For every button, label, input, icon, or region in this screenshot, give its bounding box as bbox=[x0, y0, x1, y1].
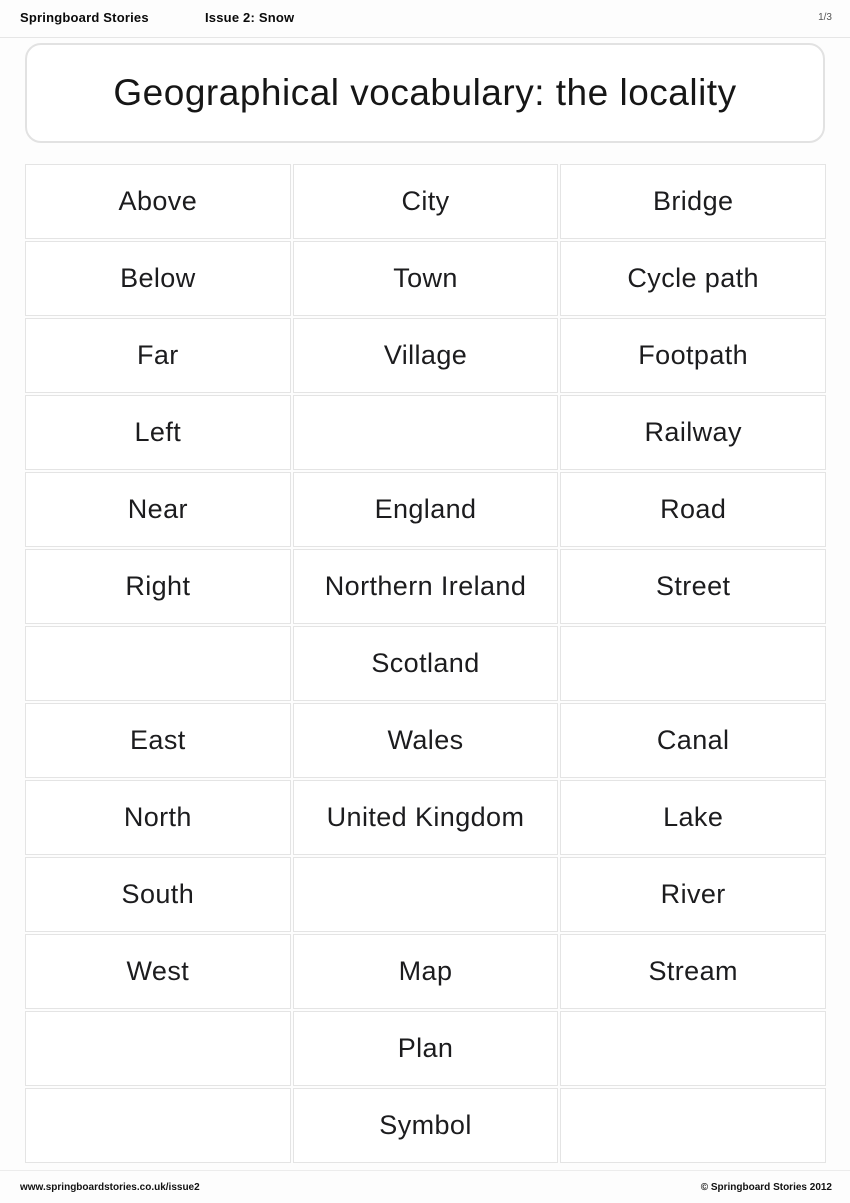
table-row bbox=[25, 395, 826, 470]
footer-copyright: © Springboard Stories 2012 bbox=[700, 1182, 832, 1193]
table-cell: Above bbox=[25, 164, 291, 239]
table-cell: Left bbox=[25, 395, 291, 470]
table-cell: Footpath bbox=[560, 318, 826, 393]
table-cell: Northern Ireland bbox=[293, 549, 559, 624]
table-row bbox=[25, 703, 826, 778]
table-row bbox=[25, 1088, 826, 1163]
table-cell: South bbox=[25, 857, 291, 932]
table-cell: Stream bbox=[560, 934, 826, 1009]
table-row bbox=[25, 1011, 826, 1086]
table-cell: Symbol bbox=[293, 1088, 559, 1163]
table-cell bbox=[25, 626, 291, 701]
footer-divider bbox=[0, 1170, 850, 1171]
table-cell: East bbox=[25, 703, 291, 778]
table-row bbox=[25, 549, 826, 624]
table-row bbox=[25, 472, 826, 547]
table-row bbox=[25, 626, 826, 701]
table-cell: England bbox=[293, 472, 559, 547]
table-cell: Cycle path bbox=[560, 241, 826, 316]
table-cell: Right bbox=[25, 549, 291, 624]
table-cell: Village bbox=[293, 318, 559, 393]
issue-label: Issue 2: Snow bbox=[205, 10, 295, 25]
table-cell: Plan bbox=[293, 1011, 559, 1086]
table-cell: Far bbox=[25, 318, 291, 393]
table-row bbox=[25, 780, 826, 855]
page-number: 1/3 bbox=[818, 12, 832, 23]
table-cell bbox=[25, 1088, 291, 1163]
table-cell: Canal bbox=[560, 703, 826, 778]
page-title: Geographical vocabulary: the locality bbox=[113, 72, 737, 113]
vocab-table bbox=[25, 164, 826, 1163]
table-cell: Town bbox=[293, 241, 559, 316]
table-cell: City bbox=[293, 164, 559, 239]
table-cell: Lake bbox=[560, 780, 826, 855]
table-cell bbox=[560, 1088, 826, 1163]
table-cell: River bbox=[560, 857, 826, 932]
table-cell: Bridge bbox=[560, 164, 826, 239]
table-cell: Street bbox=[560, 549, 826, 624]
table-cell: Map bbox=[293, 934, 559, 1009]
table-cell bbox=[560, 1011, 826, 1086]
table-cell: North bbox=[25, 780, 291, 855]
footer-url: www.springboardstories.co.uk/issue2 bbox=[20, 1182, 200, 1193]
table-cell bbox=[293, 857, 559, 932]
table-row bbox=[25, 241, 826, 316]
table-cell bbox=[560, 626, 826, 701]
table-cell: Railway bbox=[560, 395, 826, 470]
table-cell: United Kingdom bbox=[293, 780, 559, 855]
table-row bbox=[25, 318, 826, 393]
table-cell: Road bbox=[560, 472, 826, 547]
table-row bbox=[25, 857, 826, 932]
table-cell: Near bbox=[25, 472, 291, 547]
table-cell: West bbox=[25, 934, 291, 1009]
title-box bbox=[25, 43, 825, 143]
table-cell bbox=[25, 1011, 291, 1086]
brand-title: Springboard Stories bbox=[20, 10, 149, 25]
table-cell: Below bbox=[25, 241, 291, 316]
table-cell bbox=[293, 395, 559, 470]
table-cell: Scotland bbox=[293, 626, 559, 701]
page-header bbox=[0, 0, 850, 38]
table-cell: Wales bbox=[293, 703, 559, 778]
table-row bbox=[25, 934, 826, 1009]
table-row bbox=[25, 164, 826, 239]
